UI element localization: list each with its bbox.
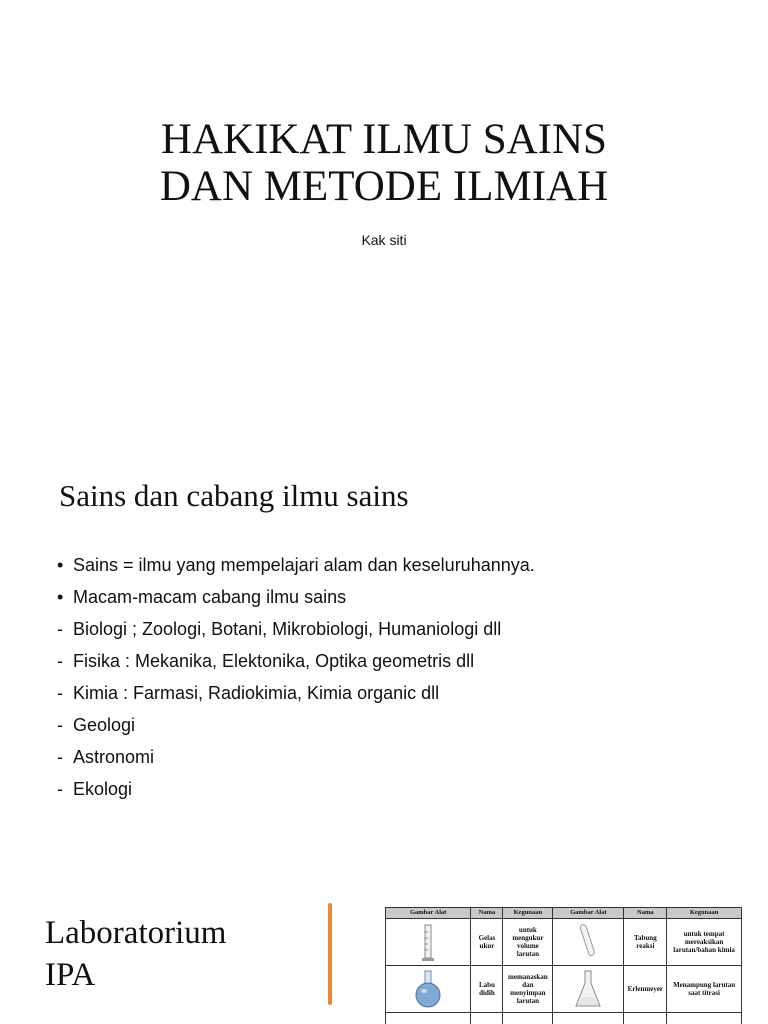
list-item: [57, 613, 535, 645]
equipment-image-cell: [386, 966, 471, 1013]
table-cell: [624, 1013, 667, 1024]
table-cell: Erlenmeyer: [624, 966, 667, 1013]
list-item: [57, 773, 535, 805]
column-header: Gambar Alat: [553, 908, 624, 919]
bullet-text: Fisika : Mekanika, Elektonika, Optika geometris dll: [73, 651, 475, 671]
bullet-text: Sains = ilmu yang mempelajari alam dan keseluruhannya.: [73, 555, 535, 575]
list-item: [57, 709, 535, 741]
table-cell: [667, 1013, 742, 1024]
bullet-text: Ekologi: [73, 779, 133, 799]
column-header: Kegunaan: [503, 908, 553, 919]
bullet-text: Macam-macam cabang ilmu sains: [73, 587, 347, 607]
table-cell: Gelas ukur: [471, 919, 503, 966]
test-tube-icon: [555, 922, 621, 962]
column-header: Nama: [471, 908, 503, 919]
title-line-2: IPA: [45, 957, 96, 993]
list-item: [57, 645, 535, 677]
table-cell: [471, 1013, 503, 1024]
table-cell: [503, 1013, 553, 1024]
content-slide: [0, 445, 768, 885]
lab-equipment-table: [385, 907, 742, 1024]
author-name: Kak siti: [361, 232, 407, 248]
laboratory-slide: [0, 888, 768, 1024]
accent-divider: [328, 903, 332, 1005]
equipment-image-cell: [553, 919, 624, 966]
title-slide: [0, 0, 768, 440]
bullet-text: Biologi ; Zoologi, Botani, Mikrobiologi, Humaniologi dll: [73, 619, 502, 639]
table-cell: Menampung larutan saat titrasi: [667, 966, 742, 1013]
table-cell: [553, 1013, 624, 1024]
table-row: [386, 966, 742, 1013]
erlenmeyer-flask-icon: [555, 969, 621, 1009]
list-item: [57, 741, 535, 773]
title-line-1: HAKIKAT ILMU SAINS: [161, 116, 607, 163]
table-cell: untuk mengukur volume larutan: [503, 919, 553, 966]
list-item: [57, 677, 535, 709]
column-header: Kegunaan: [667, 908, 742, 919]
table-header-row: [386, 908, 742, 919]
column-header: Nama: [624, 908, 667, 919]
slide-title: Sains dan cabang ilmu sains: [59, 478, 409, 513]
table-row: [386, 1013, 742, 1024]
list-item: [57, 581, 535, 613]
table-row: [386, 919, 742, 966]
table-cell: untuk tempat mereaksikan larutan/bahan kimia: [667, 919, 742, 966]
column-header: Gambar Alat: [386, 908, 471, 919]
title-line-1: Laboratorium: [45, 915, 227, 951]
bullet-text: Kimia : Farmasi, Radiokimia, Kimia organic dll: [73, 683, 440, 703]
bullet-marker: -: [57, 715, 63, 735]
bullet-marker: -: [57, 651, 63, 671]
bullet-marker: -: [57, 683, 63, 703]
slide-title: [45, 912, 226, 996]
table-cell: Tabung reaksi: [624, 919, 667, 966]
bullet-marker: -: [57, 619, 63, 639]
list-item: [57, 549, 535, 581]
bullet-marker: -: [57, 747, 63, 767]
equipment-image-cell: [553, 966, 624, 1013]
bullet-text: Geologi: [73, 715, 136, 735]
boiling-flask-icon: [388, 969, 468, 1009]
presentation-title: [0, 116, 768, 210]
bullet-marker: -: [57, 779, 63, 799]
title-line-2: DAN METODE ILMIAH: [159, 163, 609, 210]
table-cell: memanaskan dan menyimpan larutan: [503, 966, 553, 1013]
equipment-image-cell: [386, 919, 471, 966]
table-cell: [386, 1013, 471, 1024]
bullet-marker: •: [57, 555, 64, 575]
table-cell: Labu didih: [471, 966, 503, 1013]
bullet-text: Astronomi: [73, 747, 155, 767]
measuring-cylinder-icon: [388, 922, 468, 962]
bullet-list: [57, 549, 535, 805]
bullet-marker: •: [57, 587, 64, 607]
